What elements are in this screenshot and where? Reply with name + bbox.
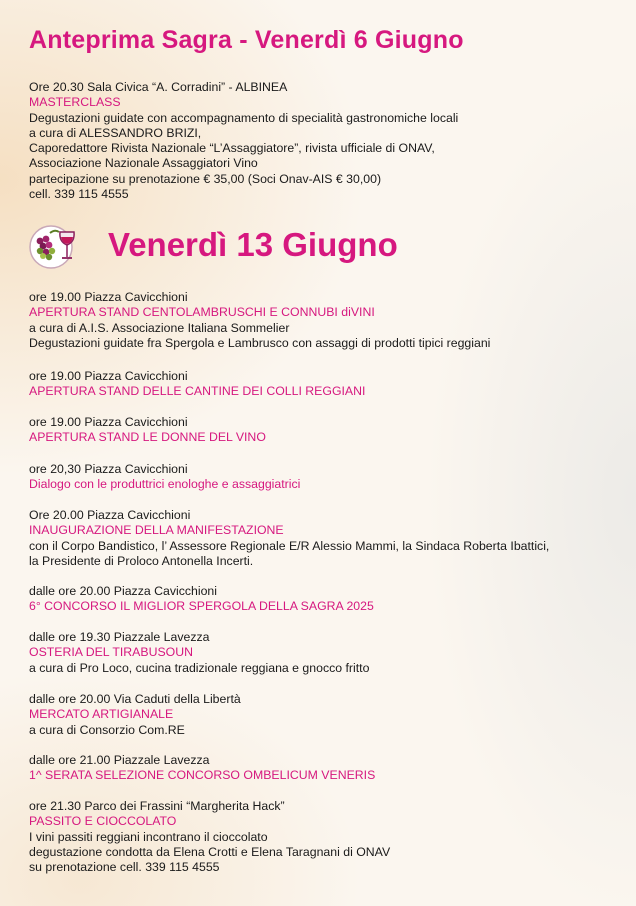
event-text: la Presidente di Proloco Antonella Incerti. — [29, 553, 254, 568]
event-text: a cura di A.I.S. Associazione Italiana Sommelier — [29, 320, 290, 335]
event-time-place: Ore 20.00 Piazza Cavicchioni — [29, 508, 191, 522]
event-title: INAUGURAZIONE DELLA MANIFESTAZIONE — [29, 523, 284, 538]
event-title: APERTURA STAND CENTOLAMBRUSCHI E CONNUBI diVINI — [29, 305, 375, 320]
event-block — [29, 369, 365, 400]
event-title: APERTURA STAND LE DONNE DEL VINO — [29, 430, 266, 445]
event-title: 1^ SERATA SELEZIONE CONCORSO OMBELICUM VENERIS — [29, 768, 376, 783]
event-text: a cura di Pro Loco, cucina tradizionale reggiana e gnocco fritto — [29, 660, 370, 675]
event-title: 6° CONCORSO IL MIGLIOR SPERGOLA DELLA SAGRA 2025 — [29, 599, 374, 614]
event-block — [29, 290, 490, 351]
event-title: Dialogo con le produttrici enologhe e assaggiatrici — [29, 477, 301, 492]
event-text: con il Corpo Bandistico, l’ Assessore Regionale E/R Alessio Mammi, la Sindaca Roberta Ibattici, — [29, 538, 550, 553]
event-text: Associazione Nazionale Assaggiatori Vino — [29, 156, 258, 171]
event-text: I vini passiti reggiani incontrano il cioccolato — [29, 829, 268, 844]
event-title: OSTERIA DEL TIRABUSOUN — [29, 645, 193, 660]
event-time-place: dalle ore 19.30 Piazzale Lavezza — [29, 630, 210, 644]
preview-event-block — [29, 80, 458, 202]
event-text: partecipazione su prenotazione € 35,00 (Soci Onav-AIS € 30,00) — [29, 171, 382, 186]
event-time-place: ore 21.30 Parco dei Frassini “Margherita Hack” — [29, 799, 285, 813]
event-block — [29, 415, 266, 446]
event-text: Degustazioni guidate fra Spergola e Lambrusco con assaggi di prodotti tipici reggiani — [29, 335, 491, 350]
event-text: a cura di ALESSANDRO BRIZI, — [29, 125, 202, 140]
event-title: MERCATO ARTIGIANALE — [29, 707, 174, 722]
event-title: PASSITO E CIOCCOLATO — [29, 814, 177, 829]
page-title: Anteprima Sagra - Venerdì 6 Giugno — [29, 26, 464, 54]
event-time-place: dalle ore 20.00 Via Caduti della Libertà — [29, 692, 241, 706]
event-title: APERTURA STAND DELLE CANTINE DEI COLLI REGGIANI — [29, 384, 366, 399]
event-text: a cura di Consorzio Com.RE — [29, 722, 185, 737]
day-heading: Venerdì 13 Giugno — [108, 226, 398, 263]
event-block — [29, 692, 241, 738]
event-time-place: ore 19.00 Piazza Cavicchioni — [29, 415, 188, 429]
event-title: MASTERCLASS — [29, 95, 121, 110]
event-block — [29, 508, 549, 569]
event-text: su prenotazione cell. 339 115 4555 — [29, 860, 220, 875]
event-text: cell. 339 115 4555 — [29, 187, 129, 202]
event-text: Caporedattore Rivista Nazionale “L’Assaggiatore”, rivista ufficiale di ONAV, — [29, 141, 435, 156]
event-block — [29, 584, 374, 615]
event-time-place: ore 19.00 Piazza Cavicchioni — [29, 290, 188, 304]
event-time-place: dalle ore 20.00 Piazza Cavicchioni — [29, 584, 217, 598]
event-text: degustazione condotta da Elena Crotti e Elena Taragnani di ONAV — [29, 844, 391, 859]
event-block — [29, 799, 390, 875]
event-block — [29, 462, 300, 493]
event-text: Degustazioni guidate con accompagnamento di specialità gastronomiche locali — [29, 110, 459, 125]
event-text: Ore 20.30 Sala Civica “A. Corradini” - ALBINEA — [29, 80, 288, 94]
event-time-place: ore 20,30 Piazza Cavicchioni — [29, 462, 188, 476]
wine-grapes-logo-icon — [28, 224, 90, 270]
event-block — [29, 753, 375, 784]
event-time-place: dalle ore 21.00 Piazzale Lavezza — [29, 753, 210, 767]
event-time-place: ore 19.00 Piazza Cavicchioni — [29, 369, 188, 383]
event-block — [29, 630, 369, 676]
